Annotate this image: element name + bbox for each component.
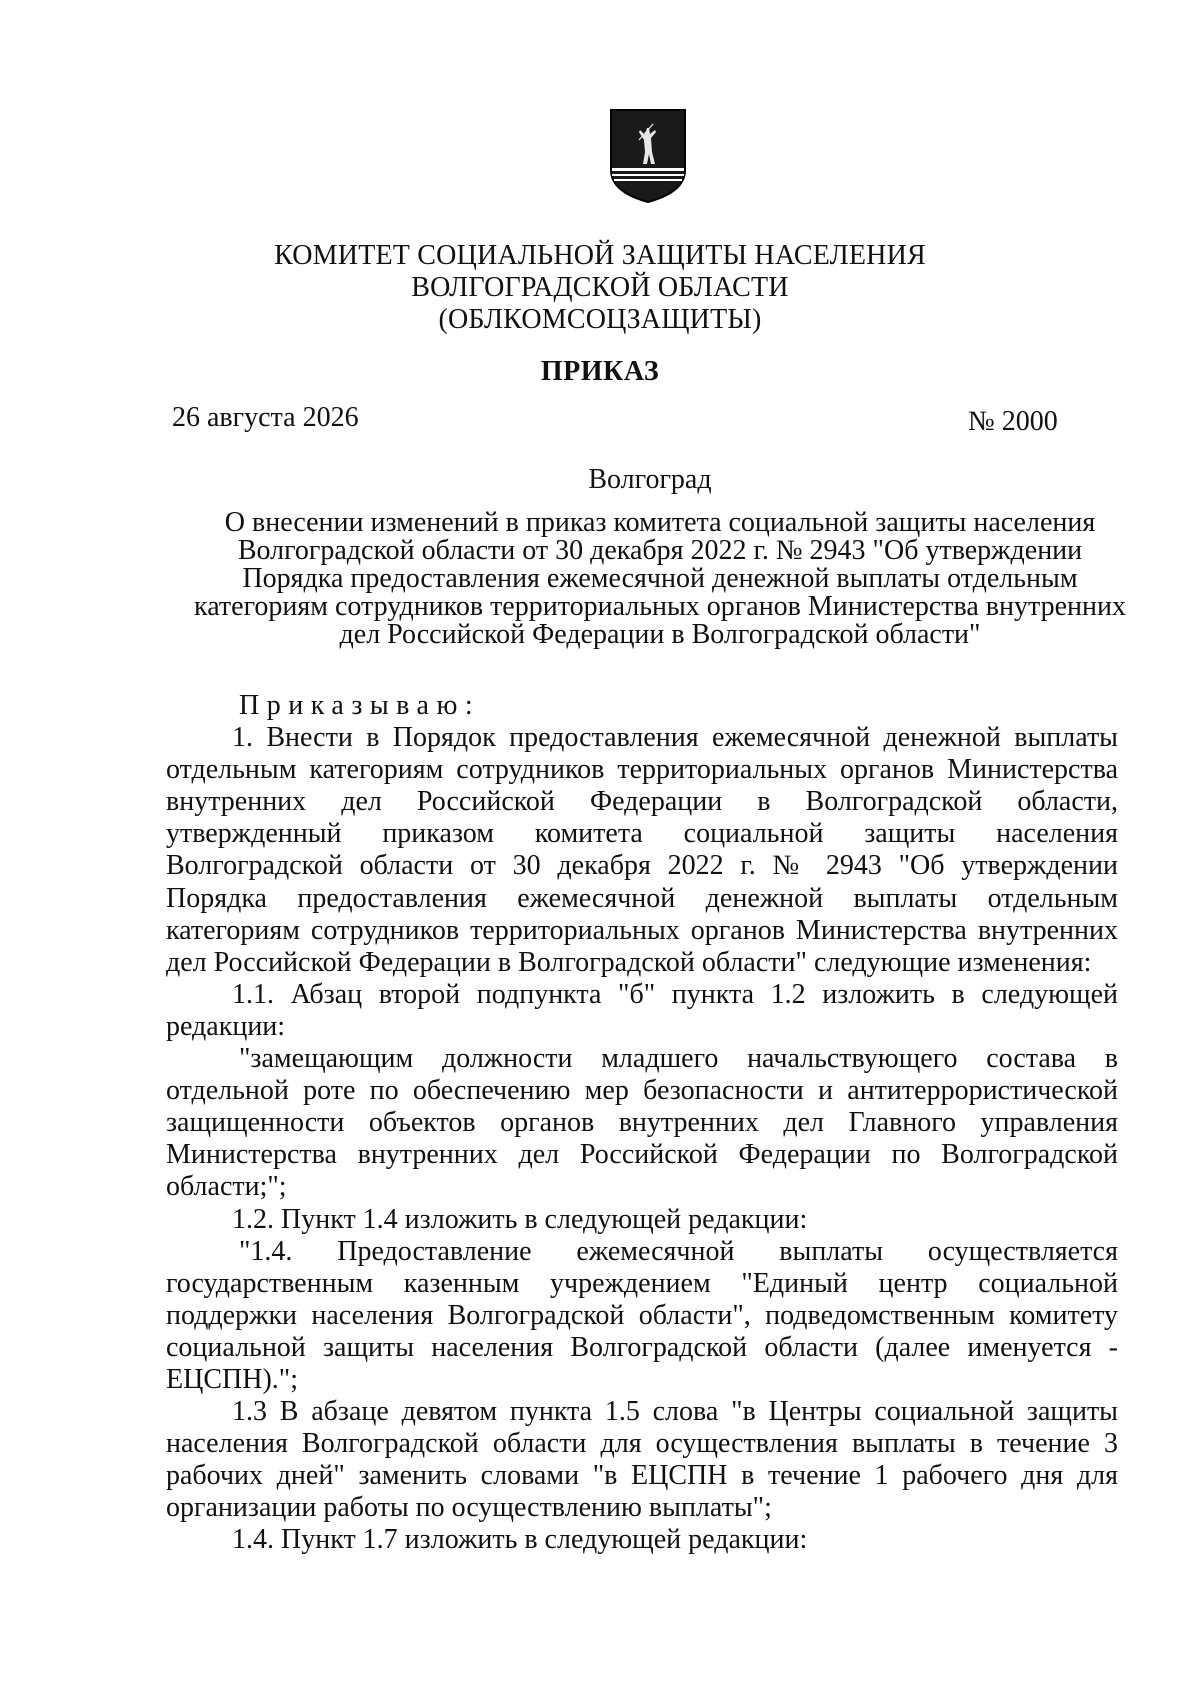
paragraph-1: 1. Внести в Порядок предоставления ежемесячной денежной выплаты отдельным категориям сотрудников территориальных органов Министерства внутренних дел Российской Федерации в Волгоградской области, утвержденный приказом комитета социальной защиты населения Волгоградской области от 30 декабря 2022 г. № 2943 "Об утверждении Порядка предоставления ежемесячной денежной выплаты отдельным категориям сотрудников территориальных органов Министерства внутренних дел Российской Федерации в Волгоградской области" следующие изменения: — [166, 722, 1118, 978]
title-line: дел Российской Федерации в Волгоградской области" — [339, 619, 981, 650]
paragraph-1-4: 1.4. Пункт 1.7 изложить в следующей редакции: — [232, 1524, 808, 1556]
document-body — [166, 690, 1118, 1557]
document-date: 26 августа 2026 — [172, 402, 359, 433]
paragraph-1-1-quote: "замещающим должности младшего начальствующего состава в отдельной роте по обеспечению мер безопасности и антитеррористической защищенности объектов органов внутренних дел Главного управления Министерства внутренних дел Российской Федерации по Волгоградской области;"; — [166, 1043, 1118, 1203]
organization-name-line-2: ВОЛГОГРАДСКОЙ ОБЛАСТИ — [411, 272, 789, 303]
paragraph-1-2-quote: "1.4. Предоставление ежемесячной выплаты осуществляется государственным казенным учреждением "Единый центр социальной поддержки населения Волгоградской области", подведомственным комитету социальной защиты населения Волгоградской области (далее именуется - ЕЦСПН)."; — [166, 1235, 1118, 1395]
paragraph-1-1: 1.1. Абзац второй подпункта "б" пункта 1.2 изложить в следующей редакции: — [166, 978, 1118, 1042]
organization-abbreviation: (ОБЛКОМСОЦЗАЩИТЫ) — [438, 304, 762, 335]
document-city: Волгоград — [588, 464, 712, 495]
document-number: № 2000 — [968, 406, 1058, 437]
volgograd-emblem — [609, 108, 687, 204]
document-type: ПРИКАЗ — [540, 356, 660, 387]
title-line: Волгоградской области от 30 декабря 2022 г. № 2943 "Об утверждении — [237, 535, 1083, 566]
title-line: О внесении изменений в приказ комитета социальной защиты населения — [224, 507, 1096, 538]
paragraph-1-2: 1.2. Пункт 1.4 изложить в следующей редакции: — [232, 1203, 808, 1235]
order-word: Приказываю: — [239, 690, 481, 721]
paragraph-1-3: 1.3 В абзаце девятом пункта 1.5 слова "в Центры социальной защиты населения Волгоградской области для осуществления выплаты в течение 3 рабочих дней" заменить словами "в ЕЦСПН в течение 1 рабочего дня для организации работы по осуществлению выплаты"; — [166, 1396, 1118, 1524]
title-line: Порядка предоставления ежемесячной денежной выплаты отдельным — [242, 563, 1078, 594]
organization-name-line-1: КОМИТЕТ СОЦИАЛЬНОЙ ЗАЩИТЫ НАСЕЛЕНИЯ — [274, 240, 926, 271]
document-title — [160, 509, 1160, 649]
title-line: категориям сотрудников территориальных органов Министерства внутренних — [194, 591, 1126, 622]
